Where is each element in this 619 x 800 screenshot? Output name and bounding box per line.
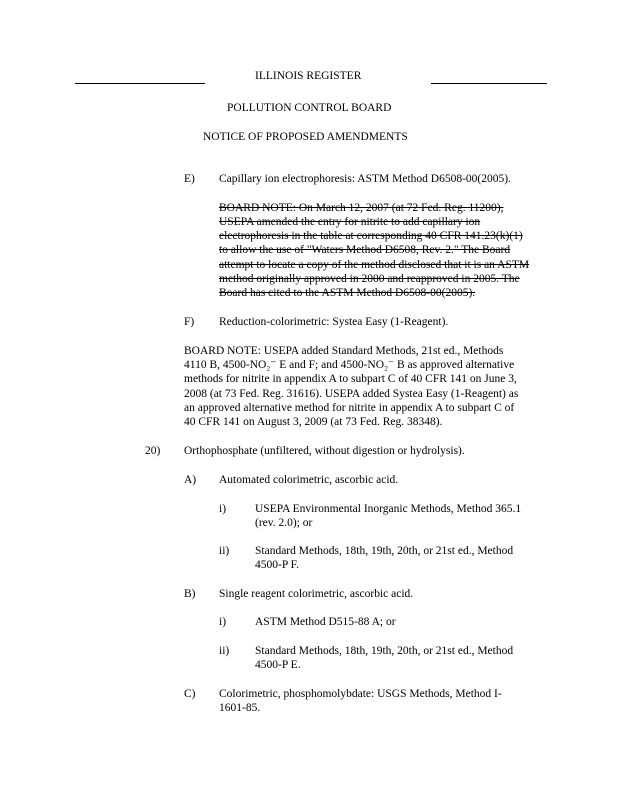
item-c-line: Colorimetric, phosphomolybdate: USGS Methods, Method I- (219, 688, 502, 700)
item-a-i-line: (rev. 2.0); or (255, 517, 313, 529)
item-a-text: Automated colorimetric, ascorbic acid. (219, 474, 399, 486)
item-a-ii-line: 4500-P F. (255, 559, 300, 571)
item-f-marker: F) (184, 316, 195, 328)
struck-line: attempt to locate a copy of the method disclosed that it is an ASTM (219, 259, 530, 271)
note-line: methods for nitrite in appendix A to subpart C of 40 CFR 141 on June 3, (184, 373, 517, 385)
item-a-i-marker: i) (219, 503, 227, 515)
struck-line: Board has cited to the ASTM Method D6508-00(2005). (219, 287, 476, 299)
note-line: 4110 B, 4500-NO₂⁻ E and F; and 4500-NO₂⁻ B as approved alternative (184, 359, 515, 371)
note-line: 40 CFR 141 on August 3, 2009 (at 73 Fed. Reg. 38348). (184, 416, 443, 428)
section-20-marker: 20) (145, 445, 161, 457)
item-a-marker: A) (184, 474, 197, 486)
section-20-text: Orthophosphate (unfiltered, without digestion or hydrolysis). (184, 445, 465, 457)
item-b-ii-marker: ii) (219, 645, 230, 657)
item-c-marker: C) (184, 688, 196, 700)
item-a-ii-line: Standard Methods, 18th, 19th, 20th, or 21st ed., Method (255, 545, 514, 557)
item-c-line: 1601-85. (219, 702, 261, 714)
item-b-ii-line: 4500-P E. (255, 659, 301, 671)
board-title: POLLUTION CONTROL BOARD (227, 102, 392, 114)
header-rule-right (431, 83, 547, 84)
item-b-ii-line: Standard Methods, 18th, 19th, 20th, or 21st ed., Method (255, 645, 514, 657)
header-rule-left (75, 83, 205, 84)
struck-line: to allow the use of "Waters Method D6508, Rev. 2." The Board (219, 244, 511, 256)
item-a-ii-marker: ii) (219, 545, 230, 557)
note-line: 2008 (at 73 Fed. Reg. 31616). USEPA added Systea Easy (1-Reagent) as (184, 388, 519, 400)
item-a-i-line: USEPA Environmental Inorganic Methods, Method 365.1 (255, 503, 522, 515)
note-line: an approved alternative method for nitrite in appendix A to subpart C of (184, 402, 515, 414)
item-e-text: Capillary ion electrophoresis: ASTM Method D6508-00(2005). (219, 173, 511, 185)
item-e-marker: E) (184, 173, 195, 185)
item-b-marker: B) (184, 588, 196, 600)
item-b-text: Single reagent colorimetric, ascorbic acid. (219, 588, 414, 600)
notice-title: NOTICE OF PROPOSED AMENDMENTS (203, 131, 408, 143)
struck-line: electrophoresis in the table at corresponding 40 CFR 141.23(k)(1) (219, 230, 523, 242)
item-b-i-line: ASTM Method D515-88 A; or (255, 616, 396, 628)
register-title: ILLINOIS REGISTER (255, 70, 362, 82)
struck-line: BOARD NOTE: On March 12, 2007 (at 72 Fed. Reg. 11200), (219, 202, 504, 214)
struck-line: method originally approved in 2000 and reapproved in 2005. The (219, 273, 520, 285)
item-b-i-marker: i) (219, 616, 227, 628)
struck-line: USEPA amended the entry for nitrite to add capillary ion (219, 216, 481, 228)
note-line: BOARD NOTE: USEPA added Standard Methods, 21st ed., Methods (184, 345, 504, 357)
item-f-text: Reduction-colorimetric: Systea Easy (1-Reagent). (219, 316, 449, 328)
